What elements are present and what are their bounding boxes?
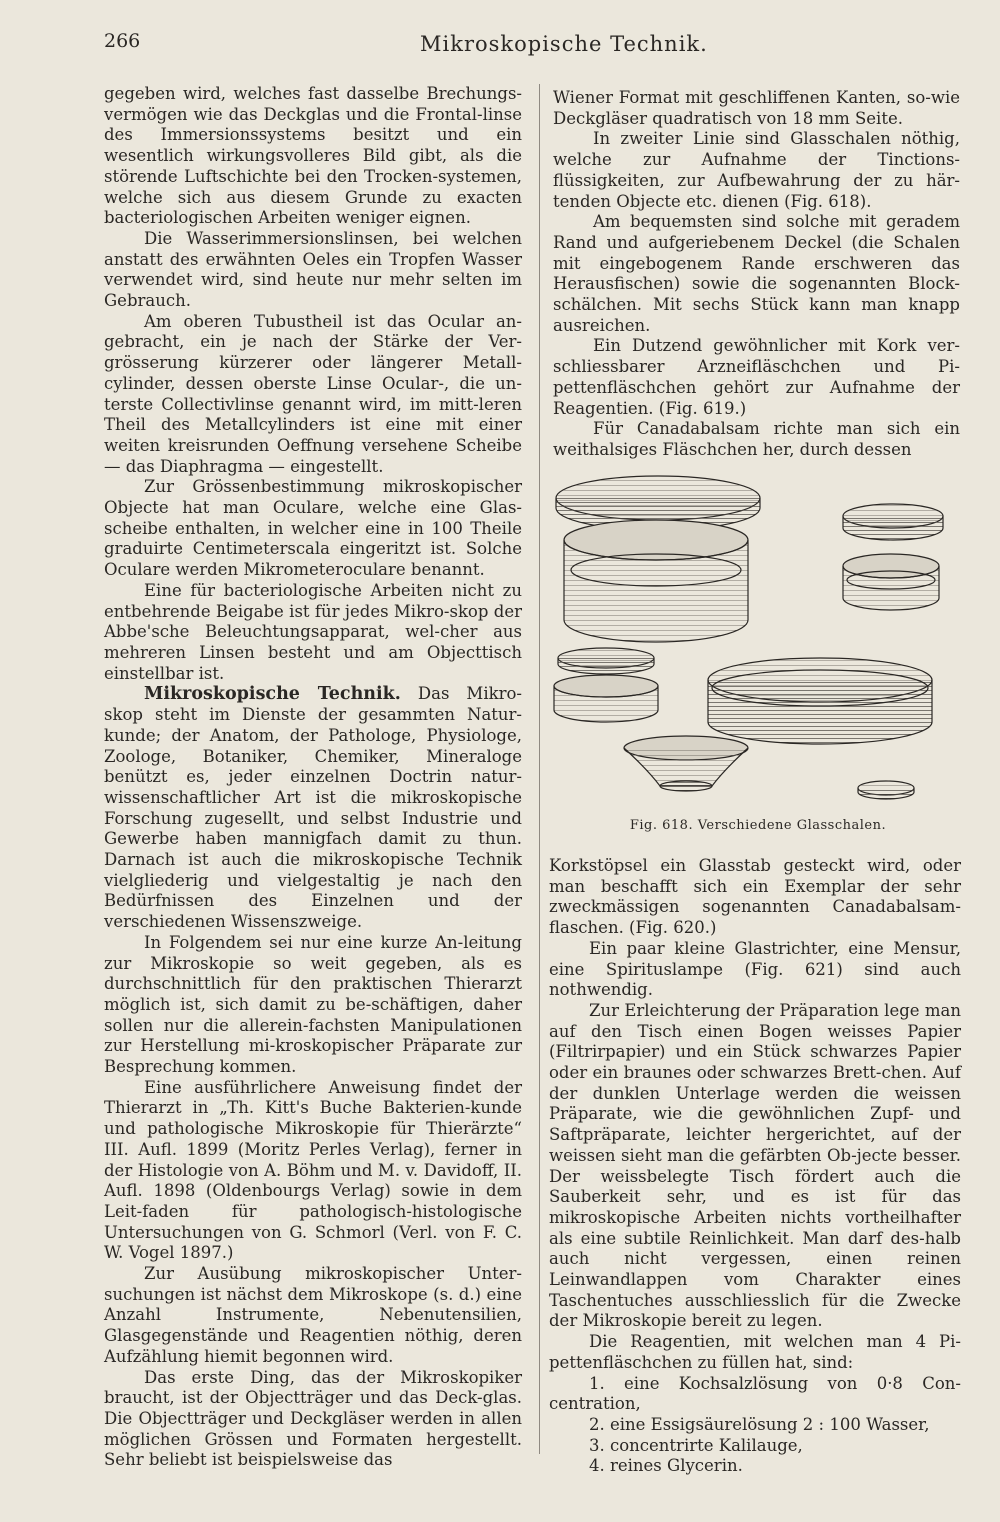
- paragraph: Die Reagentien, mit welchen man 4 Pi-pettenfläschchen zu füllen hat, sind:: [549, 1332, 961, 1372]
- running-head: Mikroskopische Technik.: [420, 32, 708, 56]
- paragraph: Die Wasserimmersionslinsen, bei welchen anstatt des erwähnten Oeles ein Tropfen Wasser verwendet wird, sind heute nur mehr selten im Gebrauch.: [104, 228, 522, 311]
- paragraph: Am oberen Tubustheil ist das Ocular an-gebracht, ein je nach der Stärke der Ver-grösserung kürzerer oder längerer Metall-cylinder, dessen oberste Linse Ocular-, die un-terste Collectivlinse genannt wird, im mitt-leren Theil des Metallcylinders ist eine mit einer weiten kreisrunden Oeffnung versehene Scheibe — das Diaphragma — eingestellt.: [104, 311, 522, 476]
- block-dish-with-lid: [843, 504, 943, 610]
- large-dish: [556, 476, 760, 642]
- page-number: 266: [104, 30, 141, 52]
- paragraph: Eine für bacteriologische Arbeiten nicht zu entbehrende Beigabe ist für jedes Mikro-skop der Abbe'sche Beleuchtungsapparat, wel-cher aus mehreren Linsen besteht und am Objecttisch einstellbar ist.: [104, 580, 522, 683]
- paragraph: In Folgendem sei nur eine kurze An-leitung zur Mikroskopie so weit gegeben, als es durchschnittlich für den praktischen Thierarzt möglich ist, sich damit zu be-schäftigen, daher sollen nur die allerein-fachsten Manipulationen zur Herstellung mi-kroskopischer Präparate zur Besprechung kommen.: [104, 932, 522, 1077]
- paragraph: Das erste Ding, das der Mikroskopiker braucht, ist der Objectträger und das Deck-glas. Die Objectträger und Deckgläser werden in allen möglichen Grössen und Formaten hergestellt. Sehr beliebt ist beispielsweise das: [104, 1367, 522, 1470]
- paragraph: Am bequemsten sind solche mit geradem Rand und aufgeriebenem Deckel (die Schalen mit eingebogenem Rande erschweren das Herausfischen) sowie die sogenannten Block-schälchen. Mit sechs Stück kann man knapp ausreichen.: [553, 212, 960, 335]
- page-header: [100, 28, 980, 62]
- paragraph: Wiener Format mit geschliffenen Kanten, so-wie Deckgläser quadratisch von 18 mm Seite.: [553, 88, 960, 128]
- paragraph: Korkstöpsel ein Glasstab gesteckt wird, oder man beschafft sich ein Exemplar der sehr zweckmässigen sogenannten Canadabalsam-flaschen. (Fig. 620.): [549, 856, 961, 938]
- figure-glass-dishes: [548, 470, 968, 840]
- figure-caption: Fig. 618. Verschiedene Glasschalen.: [629, 818, 887, 833]
- right-column-top: [553, 88, 960, 461]
- paragraph: In zweiter Linie sind Glasschalen nöthig, welche zur Aufnahme der Tinctions-flüssigkeiten, zur Aufbewahrung der zu här-tenden Objecte etc. dienen (Fig. 618).: [553, 129, 960, 211]
- watch-glass: [624, 736, 748, 791]
- right-column-bottom: [549, 856, 961, 1477]
- paragraph: Zur Erleichterung der Präparation lege man auf den Tisch einen Bogen weisses Papier (Filtrirpapier) und ein Stück schwarzes Papier oder ein braunes oder schwarzes Brett-chen. Auf der dunklen Unterlage werden die weissen Präparate, wie die gewöhnlichen Zupf- und Saftpräparate, leichter hergerichtet, auf der weissen sieht man die gefärbten Ob-jecte besser. Der weissbelegte Tisch fördert auch die Sauberkeit sehr, und es ist für das mikroskopische Arbeiten nichts vortheilhafter als eine subtile Reinlichkeit. Man darf des-halb auch nicht vergessen, einen reinen Leinwandlappen vom Charakter eines Taschentuches ausschliesslich für die Zwecke der Mikroskopie bereit zu legen.: [549, 1000, 961, 1331]
- flat-dish-with-lid: [708, 658, 932, 744]
- glass-dishes-illustration: [548, 470, 968, 810]
- paragraph: gegeben wird, welches fast dasselbe Brechungs-vermögen wie das Deckglas und die Frontal-linse des Immersionssystems besitzt und ein wesentlich wirkungsvolleres Bild gibt, als die störende Luftschichte bei den Trocken-systemen, welche sich aus diesem Grunde zu exacten bacteriologischen Arbeiten weniger eignen.: [104, 84, 522, 228]
- entry-heading: Mikroskopische Technik.: [144, 684, 401, 705]
- paragraph: Zur Ausübung mikroskopischer Unter-suchungen ist nächst dem Mikroskope (s. d.) eine Anzahl Instrumente, Nebenutensilien, Glasgegenstände und Reagentien nöthig, deren Aufzählung hiemit begonnen wird.: [104, 1264, 522, 1366]
- list-item: 4. reines Glycerin.: [589, 1456, 743, 1476]
- small-lid: [858, 781, 914, 799]
- entry-text: Das Mikro-skop steht im Dienste der gesammten Natur-kunde; der Anatom, der Pathologe, Physiologe, Zoologe, Botaniker, Chemiker, Mineraloge benützt es, jeder einzelnen Doctrin natur-wissenschaftlicher Art ist die mikroskopische Forschung zugesellt, und selbst Industrie und Gewerbe haben mannigfach damit zu thun. Darnach ist auch die mikroskopische Technik vielgliederig und vielgestaltig je nach den Bedürfnissen des Einzelnen und der verschiedenen Wissenszweige.: [104, 684, 522, 932]
- list-item: 2. eine Essigsäurelösung 2 : 100 Wasser,: [589, 1414, 930, 1434]
- paragraph: Ein Dutzend gewöhnlicher mit Kork ver-schliessbarer Arzneifläschchen und Pi-pettenfläschchen gehört zur Aufnahme der Reagentien. (Fig. 619.): [553, 336, 960, 418]
- column-divider: [539, 84, 540, 1454]
- left-column: [104, 84, 522, 1471]
- paragraph: Ein paar kleine Glastrichter, eine Mensur, eine Spirituslampe (Fig. 621) sind auch nothwendig.: [549, 938, 961, 1000]
- paragraph: Zur Grössenbestimmung mikroskopischer Objecte hat man Oculare, welche eine Glas-scheibe enthalten, in welcher eine in 100 Theile graduirte Centimeterscala eingeritzt ist. Solche Oculare werden Mikrometeroculare benannt.: [104, 477, 522, 580]
- paragraph: Eine ausführlichere Anweisung findet der Thierarzt in „Th. Kitt's Buche Bakterien-kunde und pathologische Mikroskopie für Thierärzte“ III. Aufl. 1899 (Moritz Perles Verlag), ferner in der Histologie von A. Böhm und M. v. Davidoff, II. Aufl. 1898 (Oldenbourgs Verlag) sowie in dem Leit-faden für pathologisch-histologische Untersuchungen von G. Schmorl (Verl. von F. C. W. Vogel 1897.): [104, 1077, 522, 1263]
- paragraph: Für Canadabalsam richte man sich ein weithalsiges Fläschchen her, durch dessen: [553, 419, 960, 459]
- list-item: 3. concentrirte Kalilauge,: [589, 1435, 803, 1455]
- paragraph-entry: [104, 684, 522, 932]
- shallow-dish: [554, 648, 658, 722]
- list-item: 1. eine Kochsalzlösung von 0·8 Con-centration,: [549, 1373, 961, 1414]
